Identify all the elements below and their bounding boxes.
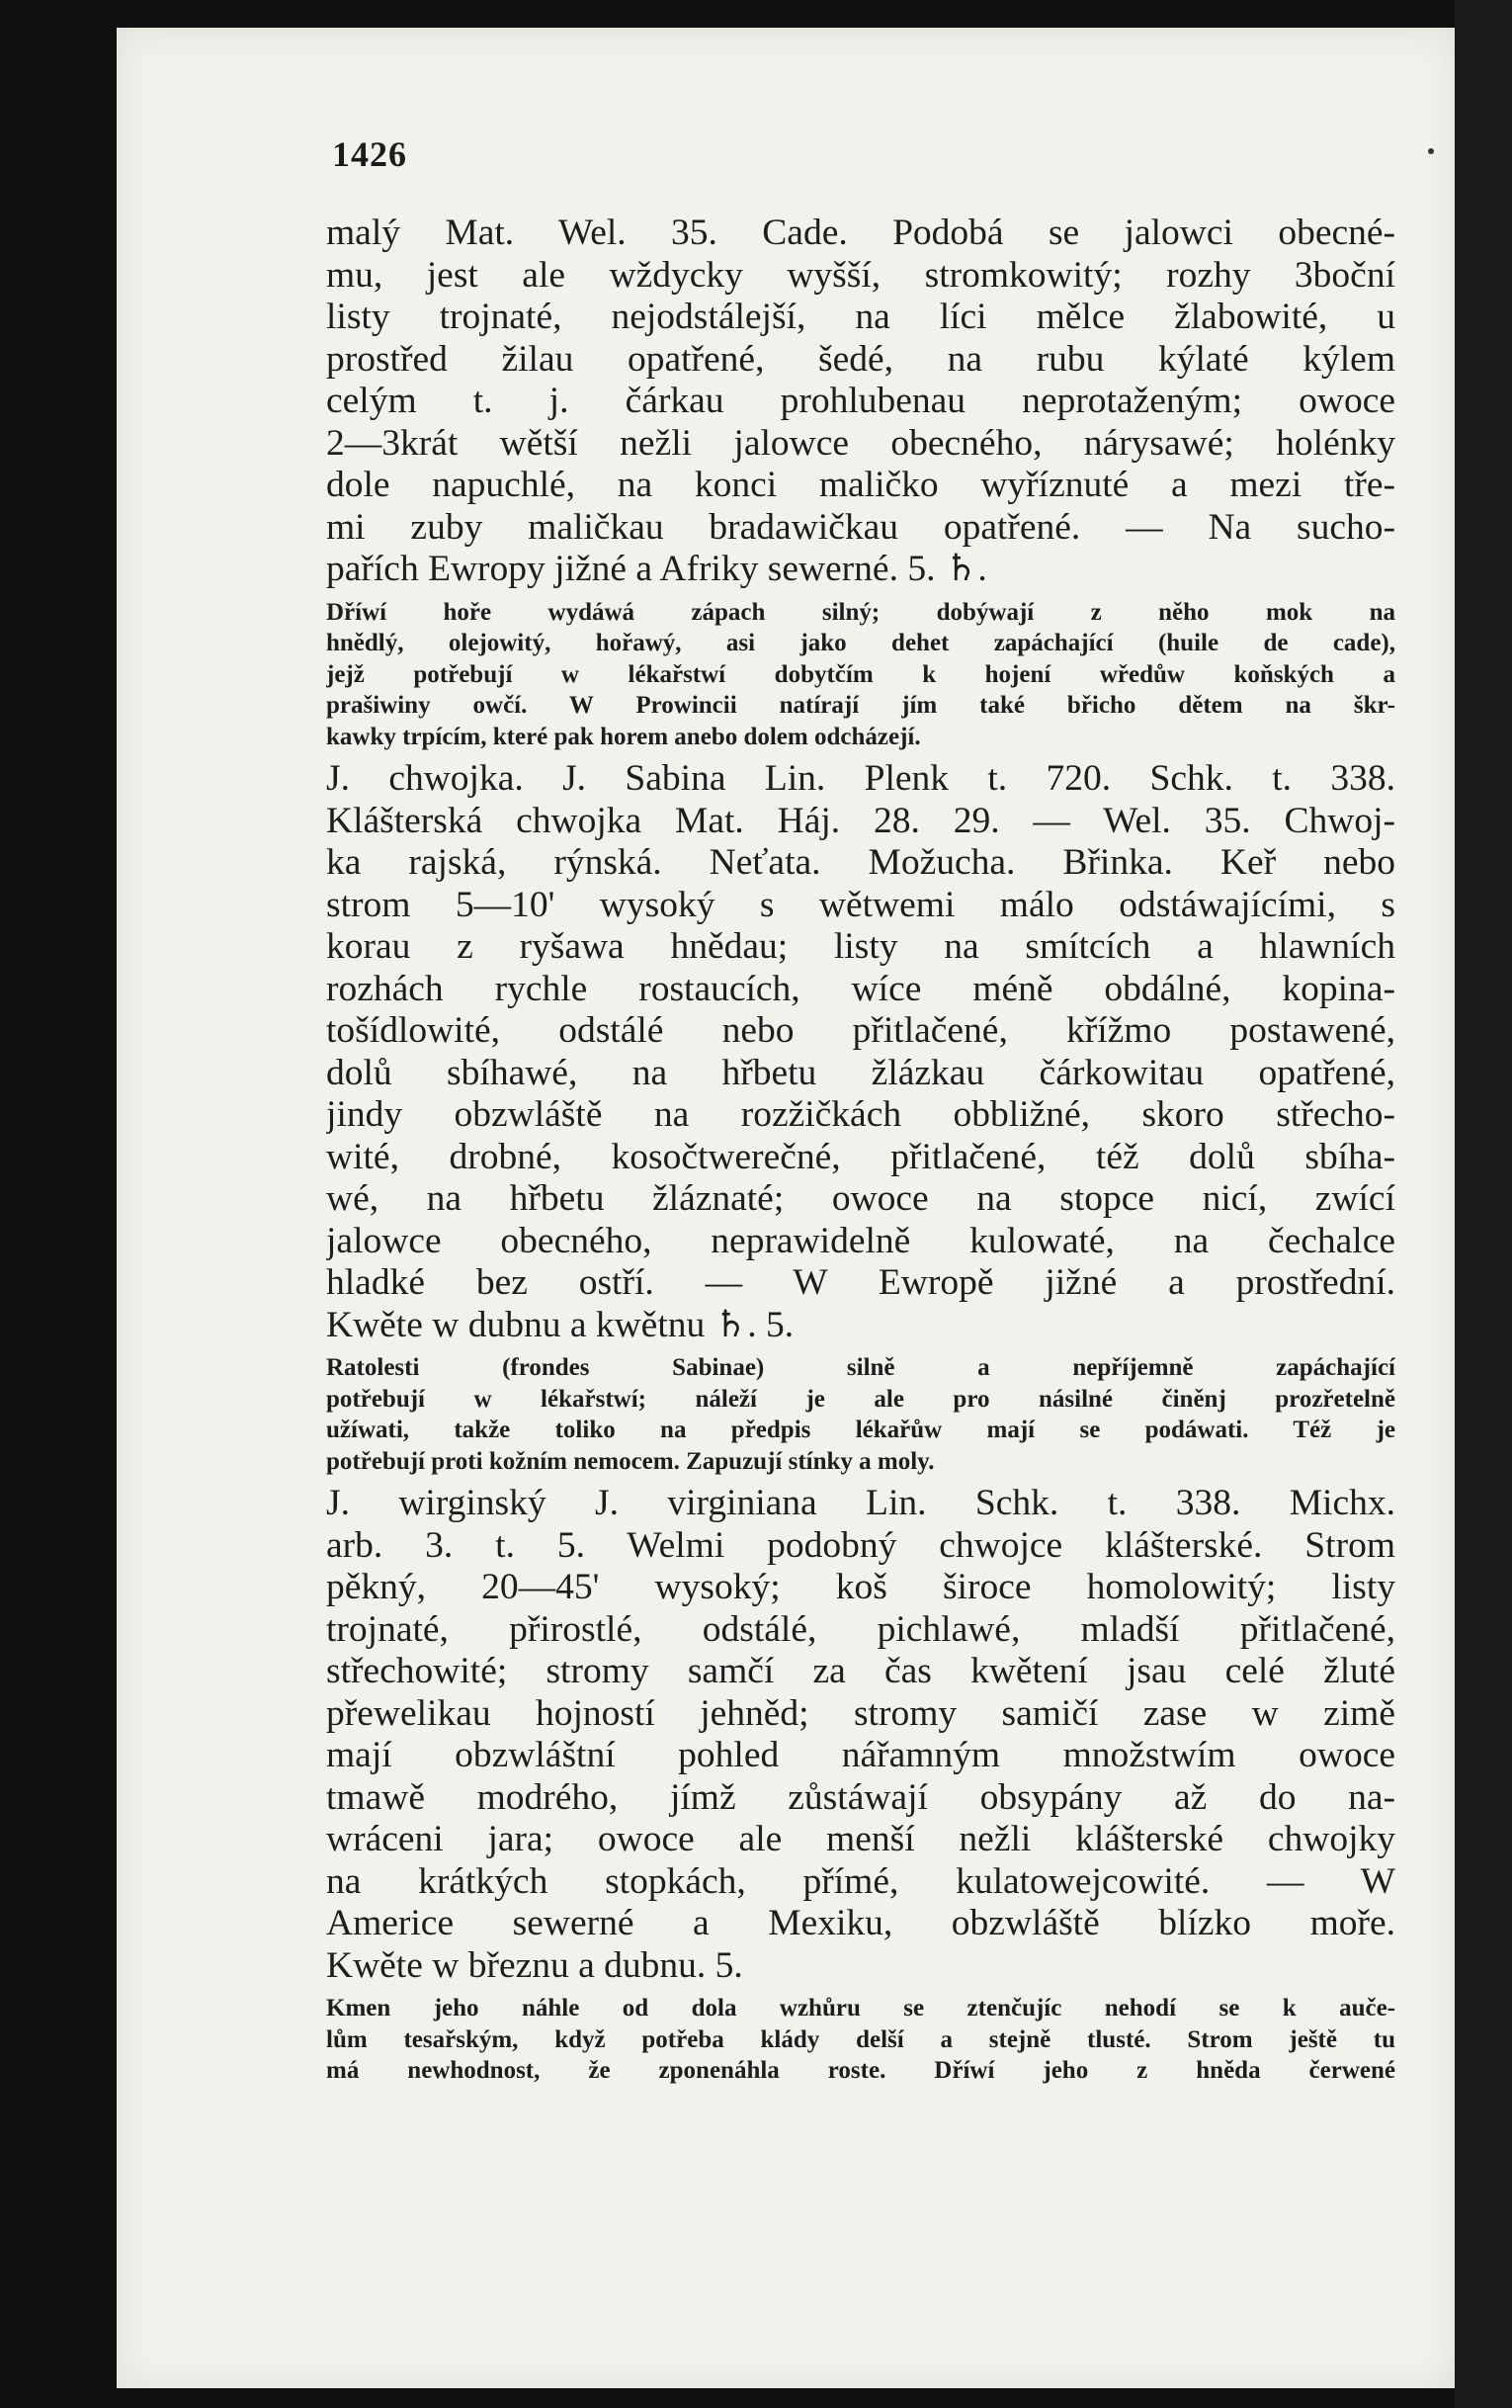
text-line: tmawě modrého, jímž zůstáwají obsypány až do na- [326, 1776, 1395, 1818]
footnote-line: má newhodnost, že zponenáhla roste. Dříwí jeho z hněda čerwené [326, 2057, 1395, 2084]
text-line: střechowité; stromy samčí za čas kwětení jsau celé žluté [326, 1651, 1395, 1691]
text-line: trojnaté, přirostlé, odstálé, pichlawé, mladší přitlačené, [326, 1608, 1395, 1650]
text-line: mu, jest ale wždycky wyšší, stromkowitý; rozhy 3boční [326, 254, 1395, 296]
text-line: 2—3krát wětší nežli jalowce obecného, nárysawé; holénky [326, 422, 1395, 464]
footnote-line: hnědlý, olejowitý, hořawý, asi jako dehet zapáchající (huile de cade), [326, 630, 1395, 656]
text-line: Americe sewerné a Mexiku, obzwláště blízko moře. [326, 1903, 1395, 1943]
text-line: dole napuchlé, na konci maličko wyříznuté a mezi tře- [326, 465, 1395, 505]
text-line: jalowce obecného, neprawidelně kulowaté, na čechalce [326, 1220, 1395, 1261]
text-line: Kwěte w dubnu a kwětnu ♄. 5. [326, 1304, 795, 1345]
footnote-line: lům tesařským, když potřeba klády delší a stejně tlusté. Strom ještě tu [326, 2025, 1395, 2053]
text-line: pěkný, 20—45' wysoký; koš široce homolowitý; listy [326, 1567, 1395, 1607]
text-line: prostřed žilau opatřené, šedé, na rubu kýlaté kýlem [326, 338, 1395, 380]
text-line: wé, na hřbetu žláznaté; owoce na stopce nicí, zwící [326, 1178, 1395, 1219]
footnote-line: prašiwiny owčí. W Prowincii natírají jím také břicho dětem na škr- [326, 692, 1395, 719]
text-line: hladké bez ostří. — W Ewropě jižné a prostřední. [326, 1262, 1395, 1303]
text-line: strom 5—10' wysoký s wětwemi málo odstáwajícími, s [326, 884, 1395, 925]
text-body [326, 213, 1395, 2087]
text-line: mají obzwláštní pohled nářamným množstwím owoce [326, 1735, 1395, 1775]
text-line: pařích Ewropy jižné a Afriky sewerné. 5. ♄. [326, 549, 987, 589]
footnote-line: kawky trpícím, které pak horem anebo dolem odcházejí. [326, 723, 921, 750]
footnote-line: potřebují proti kožním nemocem. Zapuzují stínky a moly. [326, 1447, 935, 1475]
text-line: J. wirginský J. virginiana Lin. Schk. t. 338. Michx. [326, 1483, 1395, 1523]
footnote-line: Kmen jeho náhle od dola wzhůru se ztenčujíc nehodí se k auče- [326, 1995, 1395, 2021]
footnote-line: užíwati, takže toliko na předpis lékařůw mají se podáwati. Též je [326, 1417, 1395, 1443]
text-line: Kwěte w březnu a dubnu. 5. [326, 1944, 743, 1986]
text-line: na krátkých stopkách, přímé, kulatowejcowité. — W [326, 1860, 1395, 1902]
footnote-line: Dříwí hoře wydáwá zápach silný; dobýwají z něho mok na [326, 598, 1395, 626]
text-line: J. chwojka. J. Sabina Lin. Plenk t. 720. Schk. t. 338. [326, 758, 1395, 799]
text-line: korau z ryšawa hnědau; listy na smítcích a hlawních [326, 926, 1395, 967]
text-line: mi zuby maličkau bradawičkau opatřené. — Na sucho- [326, 506, 1395, 548]
text-line: malý Mat. Wel. 35. Cade. Podobá se jalowci obecné- [326, 213, 1395, 253]
text-line: rozhách rychle rostaucích, wíce méně obdálné, kopina- [326, 968, 1395, 1009]
footnote-line: potřebují w lékařstwí; náleží je ale pro násilné činěnj prozřetelně [326, 1385, 1395, 1413]
footnote-line: jejž potřebují w lékařstwí dobytčím k hojení wředůw koňských a [326, 660, 1395, 688]
text-line: dolů sbíhawé, na hřbetu žlázkau čárkowitau opatřené, [326, 1052, 1395, 1093]
text-line: listy trojnaté, nejodstálejší, na líci mělce žlabowité, u [326, 297, 1395, 337]
text-line: přewelikau hojností jehněd; stromy samičí zase w zimě [326, 1692, 1395, 1734]
page-edge [1455, 0, 1512, 2408]
text-line: arb. 3. t. 5. Welmi podobný chwojce klášterské. Strom [326, 1524, 1395, 1566]
page-number: 1426 [332, 134, 407, 174]
text-line: ka rajská, rýnská. Neťata. Možucha. Břinka. Keř nebo [326, 842, 1395, 883]
text-line: wité, drobné, kosočtwerečné, přitlačené, též dolů sbíha- [326, 1136, 1395, 1177]
text-line: jindy obzwláště na rozžičkách obbližné, skoro střecho- [326, 1094, 1395, 1135]
text-line: celým t. j. čárkau prohlubenau neprotaženým; owoce [326, 381, 1395, 421]
text-line: Klášterská chwojka Mat. Háj. 28. 29. — Wel. 35. Chwoj- [326, 800, 1395, 841]
ink-speck [1428, 148, 1434, 154]
text-line: tošídlowité, odstálé nebo přitlačené, křížmo postawené, [326, 1010, 1395, 1051]
footnote-line: Ratolesti (frondes Sabinae) silně a nepříjemně zapáchající [326, 1354, 1395, 1381]
text-line: wráceni jara; owoce ale menší nežli klášterské chwojky [326, 1819, 1395, 1859]
